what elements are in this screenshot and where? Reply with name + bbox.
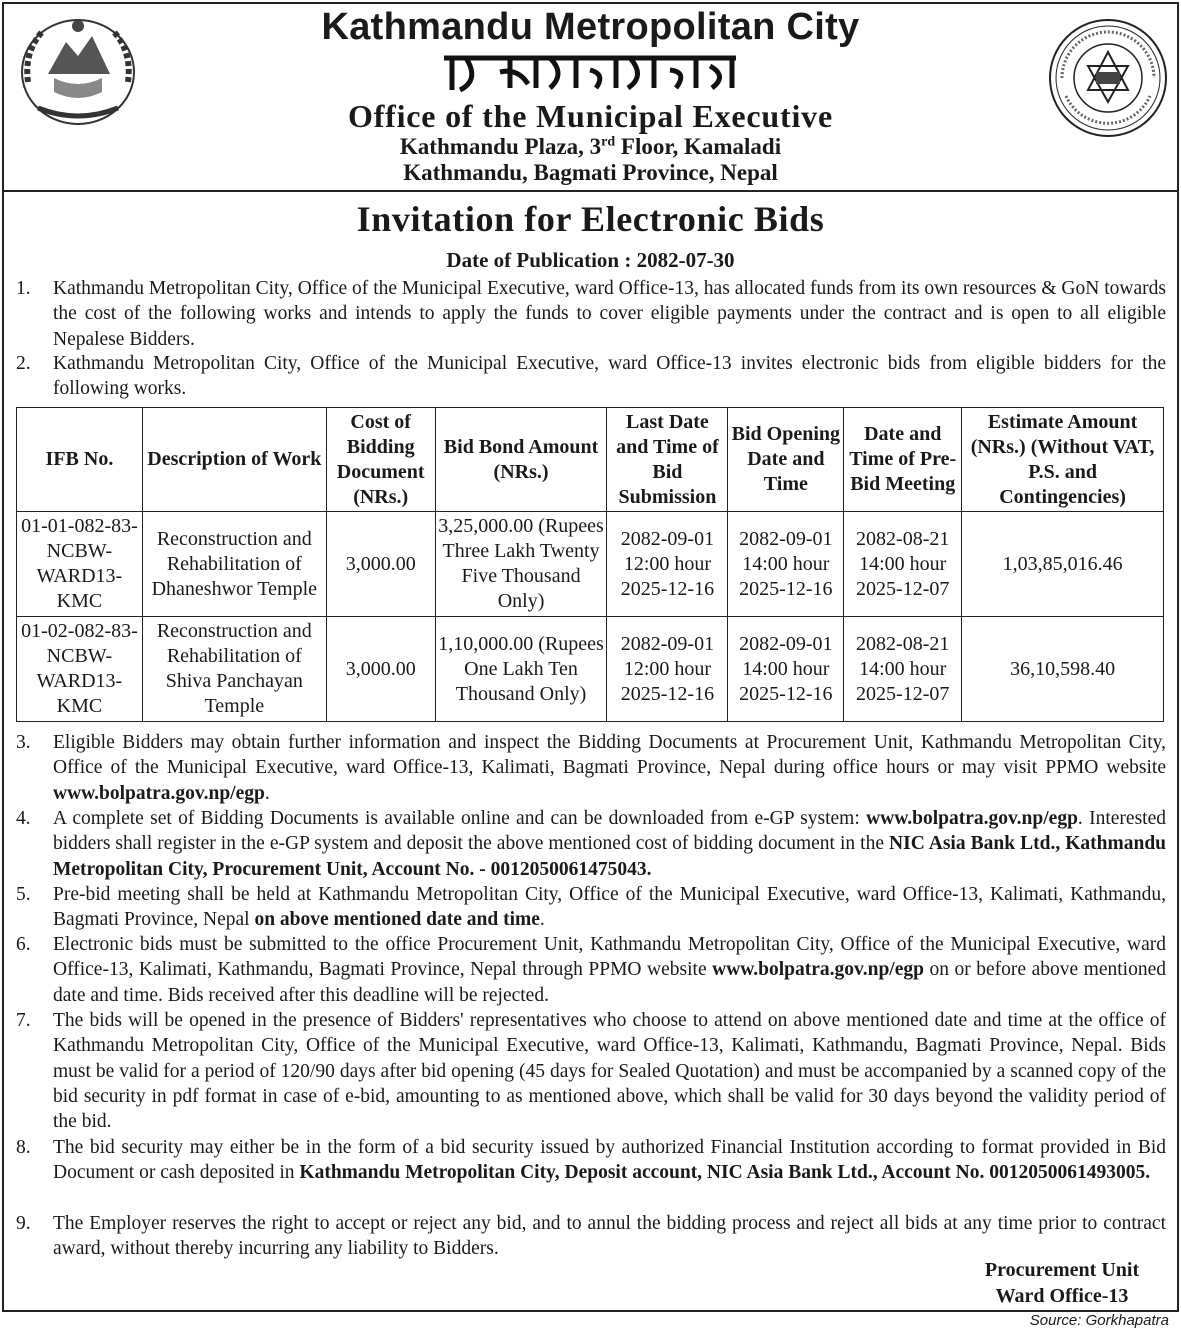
paragraph-1: 1. Kathmandu Metropolitan City, Office of the Municipal Executive, ward Office-13, has allocated funds from its own resources & GoN towards the cost of the following works and intends to apply the funds to cover eligible payments under the contract and is open to all eligible Nepalese Bidders. (16, 278, 1166, 350)
ifb-number: 01-01-082-83-NCBW-WARD13-KMC (17, 512, 143, 617)
column-header: Bid Opening Date and Time (728, 408, 844, 512)
paragraph-6: 6. Electronic bids must be submitted to the office Procurement Unit, Kathmandu Metropolitan City, Office of the Municipal Executive, ward Office-13, Kalimati, Kathmandu, Bagmati Province, Nepal through PPMO website www.bolpatra.gov.np/egp on or before above mentioned date and time. Bids received after this deadline will be rejected. (16, 934, 1166, 1006)
source-credit: Source: Gorkhapatra (1029, 1312, 1169, 1329)
nepali-title-logotype (440, 50, 740, 94)
submission-deadline: 2082-09-01 12:00 hour 2025-12-16 (607, 617, 728, 722)
paragraph-4: 4. A complete set of Bidding Documents is available online and can be downloaded from e-GP system: www.bolpatra.gov.np/egp. Interested bidders shall register in the e-GP system and deposit the above mentioned cost of bidding document in the NIC Asia Bank Ltd., Kathmandu Metropolitan City, Procurement Unit, Account No. - 0012050061475043. (16, 808, 1167, 880)
notice-heading: Invitation for Electronic Bids (356, 199, 825, 239)
submission-deadline: 2082-09-01 12:00 hour 2025-12-16 (607, 512, 728, 617)
column-header: Cost of Bidding Document (NRs.) (326, 408, 435, 512)
bid-opening: 2082-09-01 14:00 hour 2025-12-16 (728, 617, 844, 722)
ifb-number: 01-02-082-83-NCBW-WARD13-KMC (17, 617, 143, 722)
document-cost: 3,000.00 (326, 617, 435, 722)
header-divider (4, 190, 1177, 192)
column-header: Description of Work (142, 408, 326, 512)
bids-table (16, 407, 1164, 722)
column-header: Bid Bond Amount (NRs.) (435, 408, 607, 512)
bid-opening: 2082-09-01 14:00 hour 2025-12-16 (728, 512, 844, 617)
table-row (17, 617, 1164, 722)
work-description: Reconstruction and Rehabilitation of Shiva Panchayan Temple (142, 617, 326, 722)
estimate-amount: 1,03,85,016.46 (962, 512, 1164, 617)
document-cost: 3,000.00 (326, 512, 435, 617)
table-header-row (17, 408, 1164, 512)
paragraph-5: 5. Pre-bid meeting shall be held at Kathmandu Metropolitan City, Office of the Municipal Executive, ward Office-13, Kalimati, Kathmandu, Bagmati Province, Nepal on above mentioned date and time. (16, 884, 1166, 931)
column-header: Date and Time of Pre-Bid Meeting (844, 408, 962, 512)
office-title: Office of the Municipal Executive (348, 98, 833, 134)
signature-office: Ward Office-13 (995, 1285, 1129, 1307)
paragraph-8: 8. The bid security may either be in the form of a bid security issued by authorized Financial Institution according to format provided in Bid Document or cash deposited in Kathmandu Metropolitan City, Deposit account, NIC Asia Bank Ltd., Account No. 0012050061493005. (16, 1137, 1166, 1184)
paragraph-9: 9. The Employer reserves the right to accept or reject any bid, and to annul the bidding process and reject all bids at any time prior to contract award, without thereby incurring any liability to Bidders. (16, 1213, 1166, 1260)
paragraph-2: 2. Kathmandu Metropolitan City, Office of the Municipal Executive, ward Office-13 invites electronic bids from eligible bidders for the following works. (16, 353, 1166, 400)
estimate-amount: 36,10,598.40 (962, 617, 1164, 722)
publication-date: Date of Publication : 2082-07-30 (446, 248, 735, 272)
work-description: Reconstruction and Rehabilitation of Dhaneshwor Temple (142, 512, 326, 617)
table-row (17, 512, 1164, 617)
city-title: Kathmandu Metropolitan City (321, 6, 860, 48)
column-header: Last Date and Time of Bid Submission (607, 408, 728, 512)
paragraph-3: 3. Eligible Bidders may obtain further information and inspect the Bidding Documents at Procurement Unit, Kathmandu Metropolitan City, Office of the Municipal Executive, ward Office-13, Kalimati, Bagmati Province, Nepal during office hours or may visit PPMO website www.bolpatra.gov.np/egp. (16, 732, 1166, 804)
prebid-meeting: 2082-08-21 14:00 hour 2025-12-07 (844, 617, 962, 722)
column-header: IFB No. (17, 408, 143, 512)
bid-bond-amount: 3,25,000.00 (Rupees Three Lakh Twenty Five Thousand Only) (435, 512, 607, 617)
prebid-meeting: 2082-08-21 14:00 hour 2025-12-07 (844, 512, 962, 617)
address-line-2: Kathmandu, Bagmati Province, Nepal (403, 160, 778, 185)
address-line-1: Kathmandu Plaza, 3rd Floor, Kamaladi (399, 134, 782, 159)
signature-unit: Procurement Unit (984, 1259, 1140, 1281)
paragraph-7: 7. The bids will be opened in the presence of Bidders' representatives who choose to attend on above mentioned date and time at the office of Kathmandu Metropolitan City, Office of the Municipal Executive, ward Office-13, Kalimati, Kathmandu, Bagmati Province, Nepal. Bids must be valid for a period of 120/90 days after bid opening (45 days for Sealed Quotation) and must be accompanied by a scanned copy of the bid security in pdf format in case of e-bid, amounting to as mentioned above, which shall be valid for 30 days beyond the validity period of the bid. (16, 1010, 1166, 1133)
column-header: Estimate Amount (NRs.) (Without VAT, P.S. and Contingencies) (962, 408, 1164, 512)
bid-bond-amount: 1,10,000.00 (Rupees One Lakh Ten Thousand Only) (435, 617, 607, 722)
